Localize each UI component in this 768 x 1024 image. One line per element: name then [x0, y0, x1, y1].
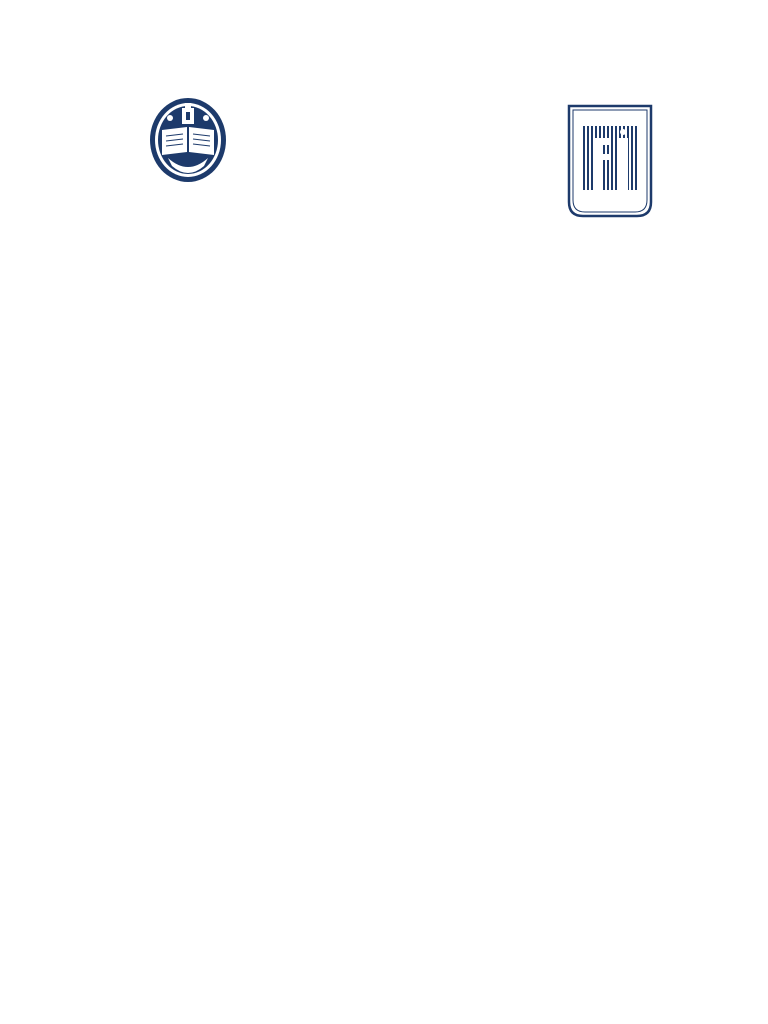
faculty-logo: [565, 102, 655, 220]
faculty-engineering-emblem-icon: [565, 102, 655, 220]
university-logo: [140, 96, 236, 220]
university-seal-icon: [148, 96, 228, 184]
